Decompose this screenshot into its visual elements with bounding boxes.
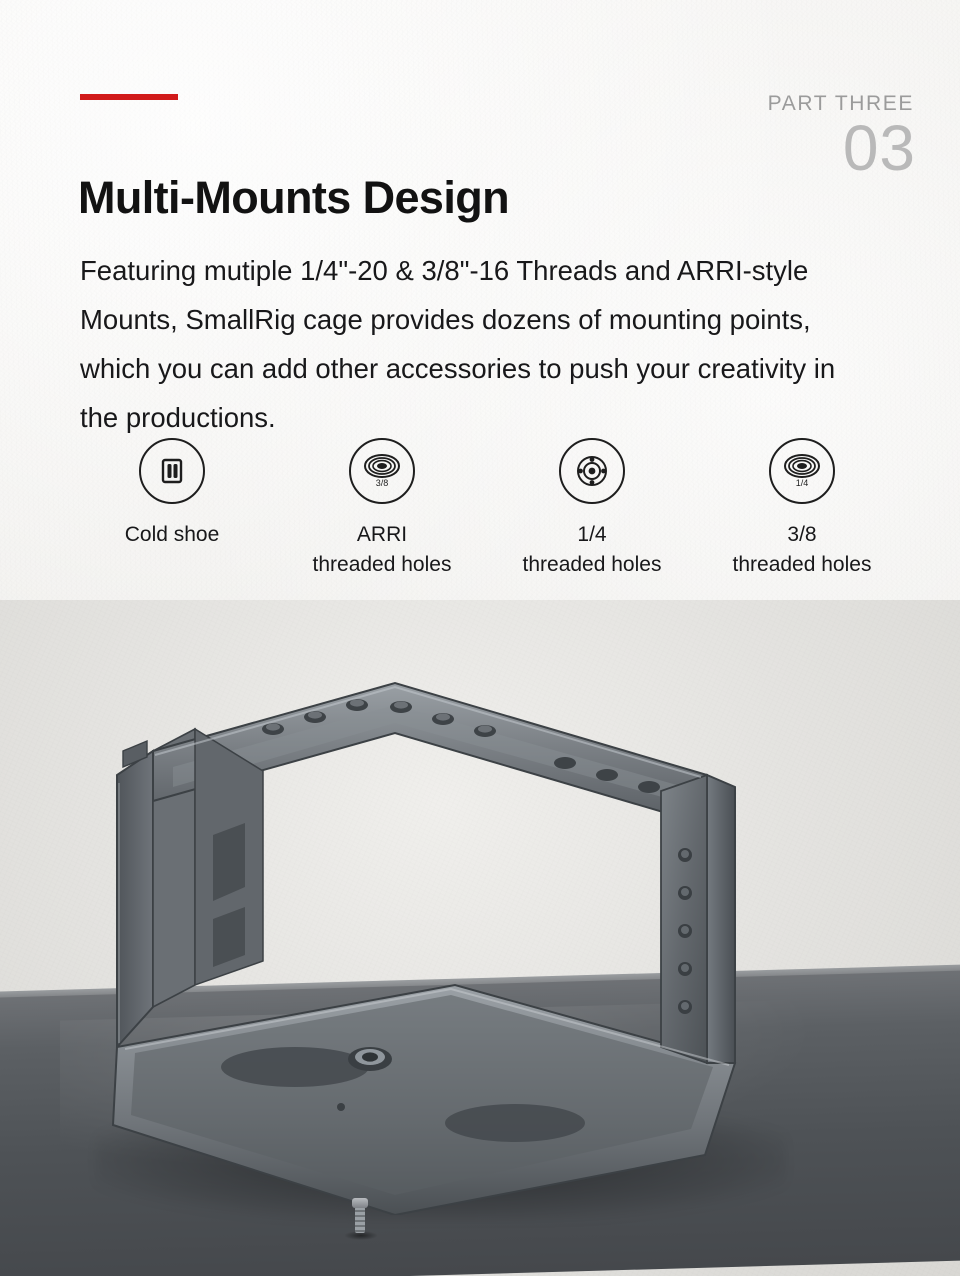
- camera-cage: [95, 655, 755, 1215]
- feature-caption: [733, 520, 872, 580]
- part-number: 03: [842, 112, 916, 184]
- feature-label-line1: ARRI: [356, 523, 408, 546]
- feature-cold-shoe: [72, 438, 272, 580]
- svg-text:3/8: 3/8: [375, 478, 389, 488]
- feature-label-line2: threaded holes: [312, 553, 452, 576]
- product-photo: [0, 600, 960, 1276]
- feature-three-eighths: [702, 438, 902, 580]
- body-paragraph: Featuring mutiple 1/4"-20 & 3/8"-16 Threads and ARRI-style Mounts, SmallRig cage provides dozens of mounting points, which you can add other accessories to push your creativity in the productions.: [80, 254, 836, 433]
- feature-caption: [125, 520, 220, 550]
- page-title: Multi-Mounts Design: [78, 172, 510, 224]
- feature-caption: [313, 520, 452, 580]
- part-label: PART THREE: [767, 92, 914, 115]
- feature-label-line1: 1/4: [577, 523, 607, 546]
- screw-shaft: [355, 1207, 365, 1233]
- arri-thread-icon: [349, 438, 415, 504]
- feature-caption: [523, 520, 662, 580]
- three-eighths-thread-icon: [769, 438, 835, 504]
- tripod-screw: [350, 1198, 370, 1240]
- quarter-thread-icon: [559, 438, 625, 504]
- feature-quarter: [492, 438, 692, 580]
- cold-shoe-icon: [139, 438, 205, 504]
- feature-label-line2: threaded holes: [522, 553, 662, 576]
- feature-label-line1: Cold shoe: [124, 523, 220, 546]
- feature-label-line2: threaded holes: [732, 553, 872, 576]
- feature-label-line1: 3/8: [787, 523, 817, 546]
- feature-arri: [282, 438, 482, 580]
- feature-row: [72, 438, 902, 580]
- svg-text:1/4: 1/4: [795, 478, 809, 488]
- screw-head: [352, 1198, 368, 1208]
- accent-rule: [80, 94, 178, 100]
